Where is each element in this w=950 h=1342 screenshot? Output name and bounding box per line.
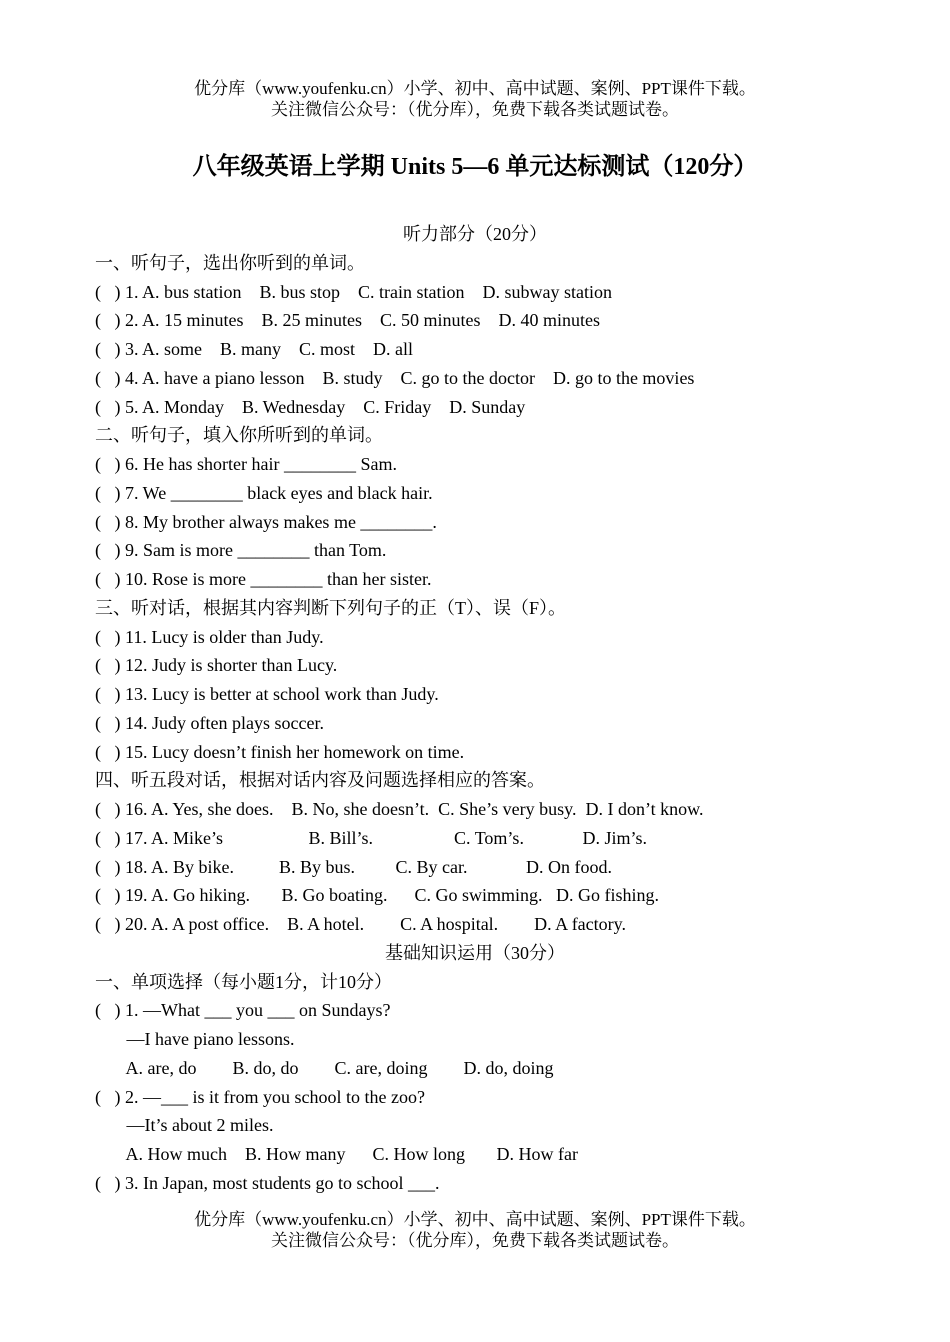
question-14: ( ) 14. Judy often plays soccer.: [95, 712, 324, 733]
question-8: ( ) 8. My brother always makes me ________.: [95, 511, 437, 532]
question-3: ( ) 3. A. some B. many C. most D. all: [95, 339, 413, 359]
listening-section-4: 四、听五段对话，根据对话内容及问题选择相应的答案。: [95, 770, 545, 791]
listening-section-2: 二、听句子，填入你所听到的单词。: [95, 425, 383, 446]
question-6: ( ) 6. He has shorter hair ________ Sam.: [95, 454, 397, 474]
footer-line-1: 优分库（www.youfenku.cn）小学、初中、高中试题、案例、PPT课件下载。: [194, 1210, 756, 1229]
listening-section-3: 三、听对话，根据其内容判断下列句子的正（T）、误（F）。: [95, 597, 567, 618]
question-2: ( ) 2. A. 15 minutes B. 25 minutes C. 50 minutes D. 40 minutes: [95, 310, 600, 331]
question-17: ( ) 17. A. Mike’s B. Bill’s. C. Tom’s. D. Jim’s.: [95, 827, 647, 848]
basics-question-1-options: A. are, do B. do, do C. are, doing D. do, doing: [95, 1057, 554, 1078]
basics-section-1: 一、单项选择（每小题1分，计10分）: [95, 971, 392, 992]
question-19: ( ) 19. A. Go hiking. B. Go boating. C. Go swimming. D. Go fishing.: [95, 885, 660, 906]
question-12: ( ) 12. Judy is shorter than Lucy.: [95, 655, 338, 676]
question-18: ( ) 18. A. By bike. B. By bus. C. By car. D. On food.: [95, 856, 612, 877]
question-16: ( ) 16. A. Yes, she does. B. No, she doesn’t. C. She’s very busy. D. I don’t know.: [95, 799, 704, 819]
question-4: ( ) 4. A. have a piano lesson B. study C. go to the doctor D. go to the movies: [95, 367, 695, 388]
basics-question-1: ( ) 1. —What ___ you ___ on Sundays?: [95, 1000, 391, 1021]
question-13: ( ) 13. Lucy is better at school work than Judy.: [95, 684, 439, 704]
header-line-1: 优分库（www.youfenku.cn）小学、初中、高中试题、案例、PPT课件下载。: [194, 79, 756, 98]
question-5: ( ) 5. A. Monday B. Wednesday C. Friday D. Sunday: [95, 396, 526, 417]
listening-section-1: 一、听句子，选出你听到的单词。: [95, 252, 365, 273]
exam-body: [95, 220, 915, 1198]
question-1: ( ) 1. A. bus station B. bus stop C. train station D. subway station: [95, 281, 612, 302]
question-11: ( ) 11. Lucy is older than Judy.: [95, 626, 324, 647]
question-20: ( ) 20. A. A post office. B. A hotel. C. A hospital. D. A factory.: [95, 914, 626, 934]
basics-question-2-options: A. How much B. How many C. How long D. How far: [95, 1144, 578, 1164]
question-15: ( ) 15. Lucy doesn’t finish her homework on time.: [95, 741, 465, 762]
question-9: ( ) 9. Sam is more ________ than Tom.: [95, 540, 387, 561]
basics-question-2-reply: —It’s about 2 miles.: [95, 1115, 274, 1136]
question-7: ( ) 7. We ________ black eyes and black hair.: [95, 482, 433, 503]
page-title: 八年级英语上学期 Units 5—6 单元达标测试（120分）: [192, 154, 758, 180]
basics-question-3: ( ) 3. In Japan, most students go to school ___.: [95, 1172, 440, 1193]
question-10: ( ) 10. Rose is more ________ than her sister.: [95, 569, 432, 589]
basics-question-1-reply: —I have piano lessons.: [95, 1029, 295, 1049]
listening-heading: 听力部分（20分）: [403, 224, 547, 244]
basics-heading: 基础知识运用（30分）: [385, 942, 565, 963]
basics-question-2: ( ) 2. —___ is it from you school to the zoo?: [95, 1086, 425, 1107]
footer-line-2: 关注微信公众号：（优分库），免费下载各类试题试卷。: [271, 1231, 679, 1250]
header-line-2: 关注微信公众号：（优分库），免费下载各类试题试卷。: [271, 100, 679, 119]
